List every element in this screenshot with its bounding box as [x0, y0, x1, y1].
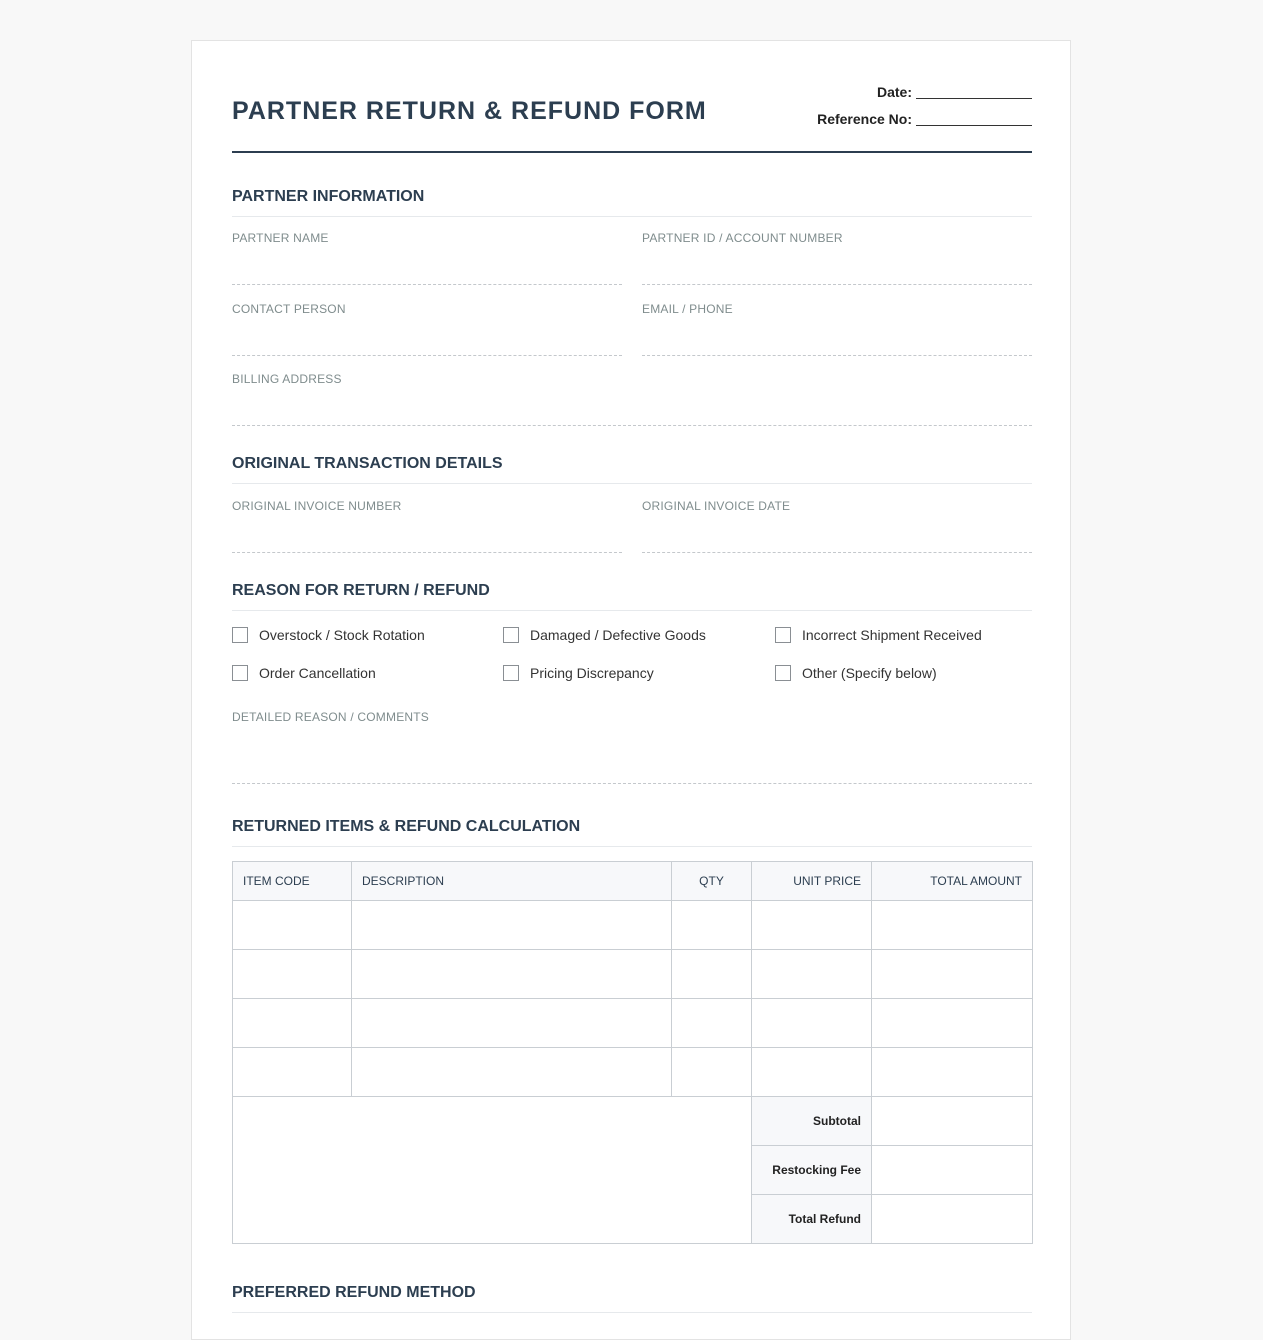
- unit-price-cell[interactable]: [752, 1048, 872, 1097]
- header-meta: [817, 84, 1032, 138]
- checkbox[interactable]: [503, 627, 519, 643]
- table-row: [233, 1048, 1033, 1097]
- checkbox[interactable]: [775, 627, 791, 643]
- reason-option-incorrect-shipment[interactable]: [775, 625, 982, 645]
- reason-option-overstock[interactable]: [232, 625, 425, 645]
- reason-option-label: Order Cancellation: [259, 665, 376, 681]
- section-title-items: RETURNED ITEMS & REFUND CALCULATION: [232, 819, 1032, 847]
- partner-id-label: PARTNER ID / ACCOUNT NUMBER: [642, 231, 843, 245]
- reference-row: [817, 111, 1032, 138]
- email-phone-label: EMAIL / PHONE: [642, 302, 733, 316]
- column-header-qty: QTY: [672, 862, 752, 901]
- column-header-unit-price: UNIT PRICE: [752, 862, 872, 901]
- table-row: [233, 950, 1033, 999]
- total-refund-value-cell[interactable]: [872, 1195, 1033, 1244]
- table-row: [233, 901, 1033, 950]
- date-label: Date:: [876, 84, 912, 100]
- reason-option-label: Pricing Discrepancy: [530, 665, 654, 681]
- qty-cell[interactable]: [672, 950, 752, 999]
- item-code-cell[interactable]: [233, 901, 352, 950]
- comments-field[interactable]: [232, 710, 1032, 784]
- qty-cell[interactable]: [672, 901, 752, 950]
- form-page: [191, 40, 1071, 1340]
- reason-option-label: Incorrect Shipment Received: [802, 627, 982, 643]
- qty-cell[interactable]: [672, 1048, 752, 1097]
- partner-id-field[interactable]: [642, 231, 1032, 285]
- subtotal-label: Subtotal: [752, 1097, 872, 1146]
- reference-line[interactable]: [916, 111, 1032, 126]
- reason-option-label: Overstock / Stock Rotation: [259, 627, 425, 643]
- column-header-item-code: ITEM CODE: [233, 862, 352, 901]
- item-code-cell[interactable]: [233, 1048, 352, 1097]
- section-title-refund-method: PREFERRED REFUND METHOD: [232, 1285, 1032, 1313]
- billing-address-field[interactable]: [232, 372, 1032, 426]
- reason-option-label: Damaged / Defective Goods: [530, 627, 706, 643]
- table-header-row: [233, 862, 1033, 901]
- column-header-description: DESCRIPTION: [352, 862, 672, 901]
- comments-label: DETAILED REASON / COMMENTS: [232, 710, 430, 724]
- totals-blank-area: [233, 1097, 752, 1244]
- description-cell[interactable]: [352, 901, 672, 950]
- reason-option-other[interactable]: [775, 663, 937, 683]
- unit-price-cell[interactable]: [752, 901, 872, 950]
- item-code-cell[interactable]: [233, 950, 352, 999]
- section-title-transaction-details: ORIGINAL TRANSACTION DETAILS: [232, 456, 1032, 484]
- description-cell[interactable]: [352, 999, 672, 1048]
- restocking-fee-label: Restocking Fee: [752, 1146, 872, 1195]
- checkbox[interactable]: [775, 665, 791, 681]
- contact-person-label: CONTACT PERSON: [232, 302, 346, 316]
- invoice-number-label: ORIGINAL INVOICE NUMBER: [232, 499, 402, 513]
- checkbox[interactable]: [503, 665, 519, 681]
- item-code-cell[interactable]: [233, 999, 352, 1048]
- unit-price-cell[interactable]: [752, 999, 872, 1048]
- reason-option-cancellation[interactable]: [232, 663, 376, 683]
- reason-option-label: Other (Specify below): [802, 665, 937, 681]
- table-row: [233, 999, 1033, 1048]
- billing-address-label: BILLING ADDRESS: [232, 372, 342, 386]
- invoice-number-field[interactable]: [232, 499, 622, 553]
- reference-label: Reference No:: [817, 111, 912, 127]
- date-row: [817, 84, 1032, 111]
- column-header-total-amount: TOTAL AMOUNT: [872, 862, 1033, 901]
- section-title-reason: REASON FOR RETURN / REFUND: [232, 583, 1032, 611]
- reason-option-pricing[interactable]: [503, 663, 654, 683]
- email-phone-field[interactable]: [642, 302, 1032, 356]
- total-refund-label: Total Refund: [752, 1195, 872, 1244]
- invoice-date-label: ORIGINAL INVOICE DATE: [642, 499, 791, 513]
- subtotal-value-cell[interactable]: [872, 1097, 1033, 1146]
- items-table: [232, 861, 1033, 1244]
- description-cell[interactable]: [352, 950, 672, 999]
- date-line[interactable]: [916, 84, 1032, 99]
- unit-price-cell[interactable]: [752, 950, 872, 999]
- restocking-fee-value-cell[interactable]: [872, 1146, 1033, 1195]
- form-header: [232, 41, 1032, 153]
- total-amount-cell[interactable]: [872, 999, 1033, 1048]
- invoice-date-field[interactable]: [642, 499, 1032, 553]
- checkbox[interactable]: [232, 627, 248, 643]
- total-amount-cell[interactable]: [872, 1048, 1033, 1097]
- total-amount-cell[interactable]: [872, 901, 1033, 950]
- total-amount-cell[interactable]: [872, 950, 1033, 999]
- checkbox[interactable]: [232, 665, 248, 681]
- reason-option-damaged[interactable]: [503, 625, 706, 645]
- contact-person-field[interactable]: [232, 302, 622, 356]
- subtotal-row: [233, 1097, 1033, 1146]
- section-title-partner-information: PARTNER INFORMATION: [232, 189, 1032, 217]
- description-cell[interactable]: [352, 1048, 672, 1097]
- partner-name-label: PARTNER NAME: [232, 231, 329, 245]
- partner-name-field[interactable]: [232, 231, 622, 285]
- qty-cell[interactable]: [672, 999, 752, 1048]
- page-title: PARTNER RETURN & REFUND FORM: [232, 97, 707, 125]
